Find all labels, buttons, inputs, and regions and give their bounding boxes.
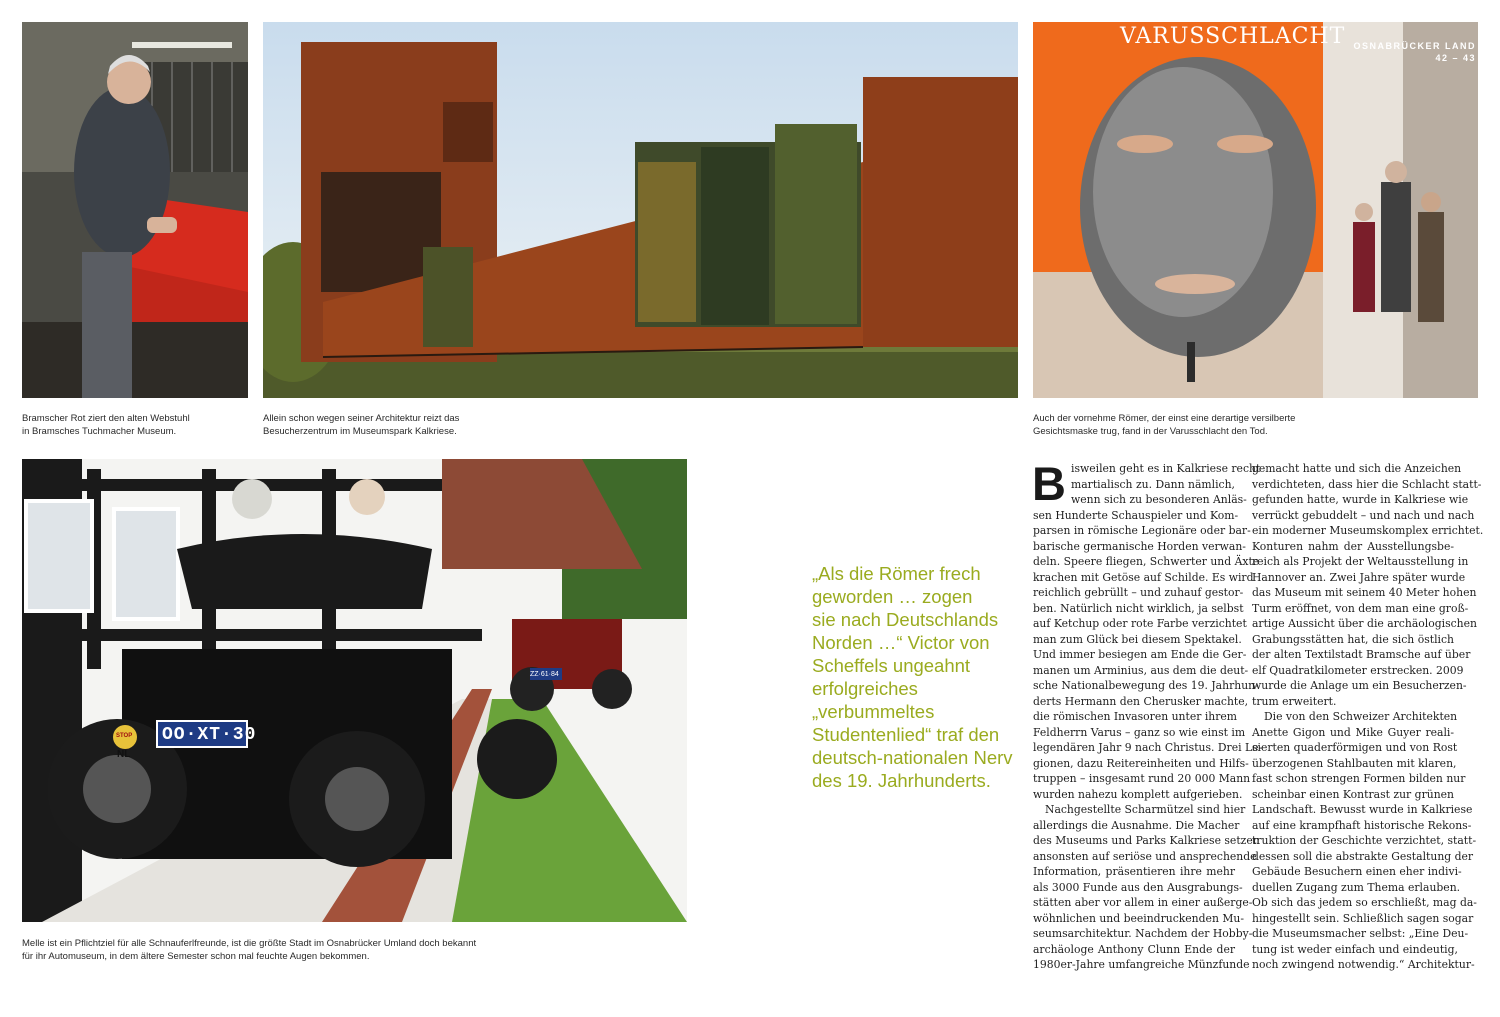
stop-sign-text: STOP xyxy=(116,733,133,739)
article-line: barische germanische Horden verwan- xyxy=(1033,539,1246,553)
quote-line: erfolgreiches xyxy=(812,678,918,699)
photo-building xyxy=(263,22,1018,398)
article-line: sche Nationalbewegung des 19. Jahrhun- xyxy=(1033,679,1259,692)
quote-line: sie nach Deutschlands xyxy=(812,609,999,630)
article-line: gemacht hatte und sich die Anzeichen xyxy=(1252,462,1462,475)
article-line: als 3000 Funde aus den Ausgrabungs- xyxy=(1033,880,1243,894)
mask-title: VARUSSCHLACHT xyxy=(1120,24,1346,49)
article-line: Landschaft. Bewusst wurde in Kalkriese xyxy=(1252,803,1473,816)
article-line: verdichteten, dass hier die Schlacht statt- xyxy=(1252,477,1482,491)
article-line: stätten aber vor allem in einer außerge- xyxy=(1033,896,1253,909)
article-line: 1980er-Jahre umfangreiche Münzfunde xyxy=(1033,958,1250,971)
article-line: dessen soll die abstrakte Gestaltung der xyxy=(1252,849,1474,863)
article-line: Hannover an. Zwei Jahre später wurde xyxy=(1252,570,1466,584)
article-line: wurde die Anlage um ein Besucherzen- xyxy=(1252,679,1467,692)
article-line: der alten Textilstadt Bramsche auf über xyxy=(1252,648,1471,661)
article-line: wurden nahezu komplett aufgerieben. xyxy=(1033,787,1243,801)
article-line: isweilen geht es in Kalkriese recht xyxy=(1071,462,1261,475)
article-line: des Museums und Parks Kalkriese setzen xyxy=(1033,834,1260,847)
article-line: sierten quaderförmigen und von Rost xyxy=(1252,741,1458,754)
caption-building xyxy=(263,412,459,438)
article-line: ansonsten auf seriöse und ansprechende xyxy=(1033,849,1257,863)
car-plate-2: ZZ·61·84 xyxy=(530,671,559,678)
section-label: OSNABRÜCKER LAND xyxy=(1353,41,1476,51)
article-line: Die von den Schweizer Architekten xyxy=(1264,710,1458,723)
caption-line: Allein schon wegen seiner Architektur reizt das xyxy=(263,413,460,424)
article-line: Feldherrn Varus – ganz so wie einst im xyxy=(1033,725,1246,739)
article-line: legendären Jahr 9 nach Christus. Drei Le- xyxy=(1033,741,1263,754)
article-line: Nachgestellte Scharmützel sind hier xyxy=(1045,803,1246,816)
quote-line: „verbummeltes xyxy=(812,701,935,722)
caption-line: in Bramsches Tuchmacher Museum. xyxy=(22,426,177,437)
article-line: hingestellt sein. Schließlich sagen sogar xyxy=(1252,911,1474,925)
article-line: das Museum mit seinem 40 Meter hohen xyxy=(1252,586,1477,599)
article-line: Turm eröffnet, von dem man eine groß- xyxy=(1252,601,1469,615)
article-line: ben. Natürlich nicht wirklich, ja selbst xyxy=(1033,601,1244,615)
quote-line: deutsch-nationalen Nerv xyxy=(812,747,1013,768)
car-image xyxy=(22,459,687,922)
article-line: seumsarchitektur. Nachdem der Hobby- xyxy=(1033,927,1253,940)
caption-line: Besucherzentrum im Museumspark Kalkriese. xyxy=(263,426,457,437)
article-line: man zum Glück bei diesem Spektakel. xyxy=(1033,632,1242,646)
article-line: ein moderner Museumskomplex errichtet. xyxy=(1252,524,1484,537)
article-line: reich als Projekt der Weltausstellung in xyxy=(1252,555,1469,568)
article-line: auf eine krampfhaft historische Rekons- xyxy=(1252,818,1472,832)
article-line: deln. Speere fliegen, Schwerter und Äxte xyxy=(1033,555,1260,568)
article-line: gefunden hatte, wurde in Kalkriese wie xyxy=(1252,493,1469,506)
article-line: die römischen Invasoren unter ihrem xyxy=(1033,710,1238,723)
article-line: artige Aussicht über die archäologischen xyxy=(1252,617,1477,630)
article-line: allerdings die Ausnahme. Die Macher xyxy=(1033,818,1240,832)
caption-line: Auch der vornehme Römer, der einst eine derartige versilberte xyxy=(1033,413,1296,424)
caption-line: für ihr Automuseum, in dem ältere Semester schon mal feuchte Augen bekommen. xyxy=(22,951,370,962)
article-line: Information, präsentieren ihre mehr xyxy=(1033,865,1235,878)
article-line: noch zwingend notwendig.“ Architektur- xyxy=(1252,958,1475,971)
caption-mask xyxy=(1033,412,1295,438)
article-column-1 xyxy=(1032,457,1263,973)
photo-mask xyxy=(1033,22,1478,398)
article-line: tung ist weder einfach und eindeutig, xyxy=(1252,942,1458,956)
article-line: wenn sich zu besonderen Anläs- xyxy=(1071,493,1247,506)
page-header xyxy=(1354,40,1477,64)
mask-image xyxy=(1033,22,1478,398)
article-line: krachen mit Getöse auf Schilde. Es wird xyxy=(1033,570,1254,584)
drop-cap: B xyxy=(1032,457,1066,510)
article-line: sen Hunderte Schauspieler und Kom- xyxy=(1033,508,1239,522)
quote-line: „Als die Römer frech xyxy=(812,563,981,584)
article-line: trum erweitert. xyxy=(1252,694,1337,708)
article-line: die Museumsmacher selbst: „Eine Deu- xyxy=(1252,927,1469,940)
article-line: wöhnlichen und beeindruckenden Mu- xyxy=(1033,911,1244,925)
article-column-2 xyxy=(1252,461,1484,973)
article-line: derts Hermann den Cherusker machte, xyxy=(1033,694,1249,708)
article-line: fast schon strengen Formen bilden nur xyxy=(1252,772,1466,785)
article-line: elf Quadratkilometer erstrecken. 2009 xyxy=(1252,663,1464,677)
article-line: Gebäude Besuchern einen eher indivi- xyxy=(1252,865,1462,878)
article-line: gionen, dazu Reitereinheiten und Hilfs- xyxy=(1033,756,1249,770)
article-line: manen um Arminius, aus dem die deut- xyxy=(1033,663,1249,677)
article-line: Und immer besiegen am Ende die Ger- xyxy=(1033,648,1247,661)
photo-weaver xyxy=(22,22,248,398)
caption-line: Bramscher Rot ziert den alten Webstuhl xyxy=(22,413,190,424)
article-line: auf Ketchup oder rote Farbe verzichtet xyxy=(1033,617,1247,630)
article-line: Konturen nahm der Ausstellungsbe- xyxy=(1252,539,1454,553)
article-line: Ob sich das jedem so erschließt, mag da- xyxy=(1252,896,1477,909)
caption-weaver xyxy=(22,412,190,438)
article-line: martialisch zu. Dann nämlich, xyxy=(1071,477,1235,491)
article-line: truktion der Geschichte verzichtet, statt- xyxy=(1252,834,1477,847)
quote-line: Scheffels ungeahnt xyxy=(812,655,971,676)
caption-line: Gesichtsmaske trug, fand in der Varusschlacht den Tod. xyxy=(1033,426,1268,437)
nl-badge-text: NL xyxy=(117,749,131,760)
article-line: Grabungsstätten hat, die sich östlich xyxy=(1252,632,1454,646)
quote-line: Studentenlied“ traf den xyxy=(812,724,1000,745)
article-line: überzogenen Stahlbauten mit klaren, xyxy=(1252,756,1457,770)
caption-line: Melle ist ein Pflichtziel für alle Schnauferlfreunde, ist die größte Stadt im Osnabrücker Umland doch bekannt xyxy=(22,938,477,949)
article-line: verrückt gebuddelt – und nach und nach xyxy=(1252,508,1475,522)
weaver-image xyxy=(22,22,248,398)
article-line: archäologe Anthony Clunn Ende der xyxy=(1033,942,1235,956)
article-line: Anette Gigon und Mike Guyer reali- xyxy=(1252,725,1454,739)
photo-car xyxy=(22,459,687,922)
caption-car xyxy=(22,937,476,963)
car-plate: OO·XT·30 xyxy=(162,725,257,745)
article-line: scheinbar einen Kontrast zur grünen xyxy=(1252,787,1454,801)
article-line: duellen Zugang zum Thema erlauben. xyxy=(1252,880,1461,894)
pull-quote xyxy=(812,562,1027,792)
quote-line: des 19. Jahrhunderts. xyxy=(812,770,991,791)
quote-line: geworden … zogen xyxy=(812,586,973,607)
building-image xyxy=(263,22,1018,398)
quote-line: Norden …“ Victor von xyxy=(812,632,990,653)
page-numbers: 42 – 43 xyxy=(1435,53,1476,63)
article-line: parsen in römische Legionäre oder bar- xyxy=(1033,524,1251,537)
article-line: reichlich gebrüllt – und zuhauf gestor- xyxy=(1033,586,1244,599)
article-line: truppen – insgesamt rund 20 000 Mann xyxy=(1033,772,1251,785)
